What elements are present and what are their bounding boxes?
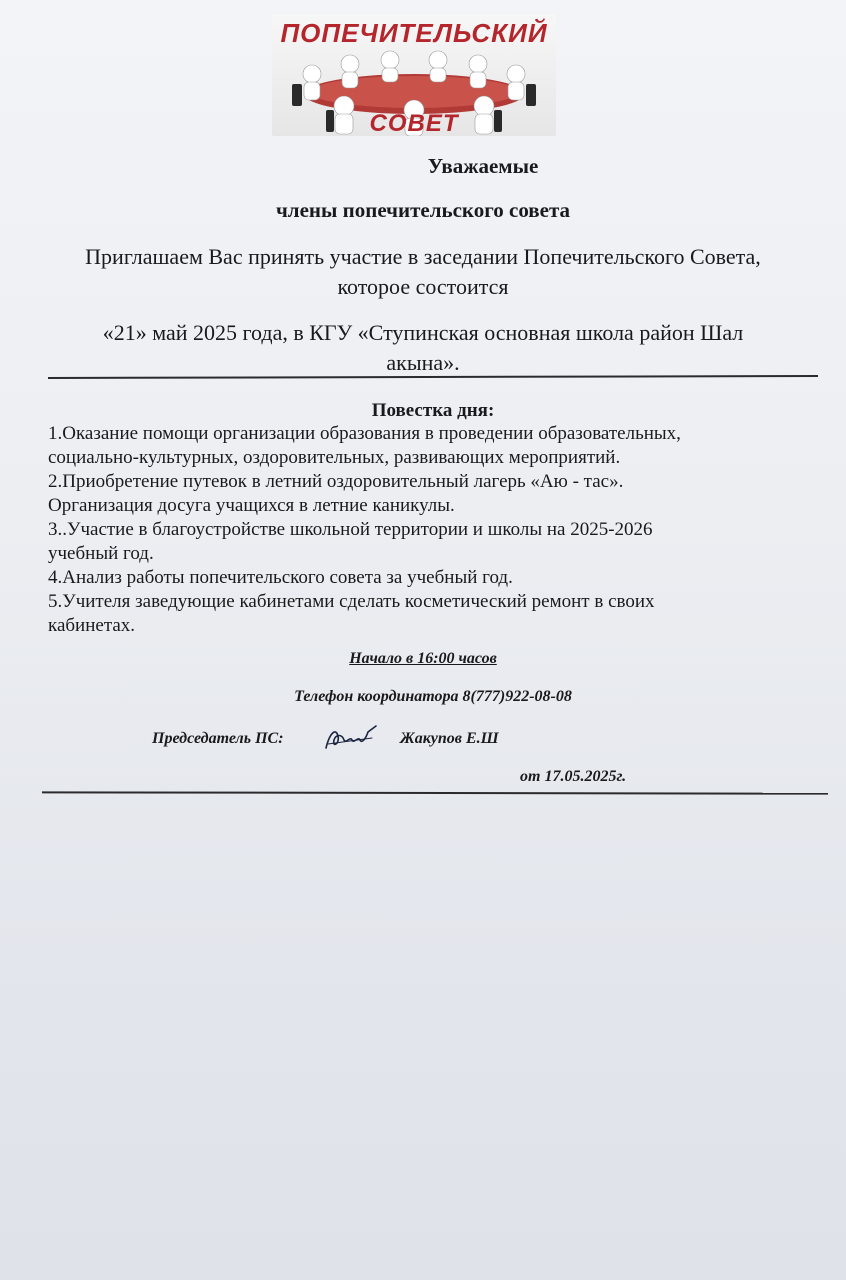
greeting-line-1: Уважаемые [427,154,539,178]
agenda-line: 5.Учителя заведующие кабинетами сделать косметический ремонт в своих [48,591,655,612]
chair-name: Жакупов Е.Ш [400,730,499,747]
start-time-text: Начало в 16:00 часов [349,650,497,667]
document-date: от 17.05.2025г. [520,768,627,785]
divider-bottom [42,791,828,794]
invitation-text [0,242,846,302]
agenda-line: Организация досуга учащихся в летние каникулы. [48,495,455,516]
logo-title-top: ПОПЕЧИТЕЛЬСКИЙ [280,18,548,48]
greeting-line-2: члены попечительского совета [275,198,571,222]
chair-label: Председатель ПС: [152,730,284,747]
invitation-line-1: Приглашаем Вас принять участие в заседании Попечительского Совета, [85,244,761,269]
meeting-line-1: «21» май 2025 года, в КГУ «Ступинская основная школа район Шал [102,320,744,345]
logo-title-bottom: СОВЕТ [369,110,459,136]
agenda-line: 1.Оказание помощи организации образования в проведении образовательных, [48,423,681,444]
signature [322,722,382,756]
agenda-line: 4.Анализ работы попечительского совета за учебный год. [48,567,513,588]
agenda-line: 3..Участие в благоустройстве школьной территории и школы на 2025-2026 [48,519,653,540]
agenda-line: 2.Приобретение путевок в летний оздоровительный лагерь «Аю - тас». [48,471,624,492]
meeting-date-place [0,318,846,378]
agenda-line: учебный год. [48,543,154,564]
agenda-line: кабинетах. [48,615,136,636]
invitation-line-2: которое состоится [337,274,509,299]
coordinator-phone: Телефон координатора 8(777)922-08-08 [294,688,572,705]
start-time [0,650,846,668]
agenda-line: социально-культурных, оздоровительных, развивающих мероприятий. [48,447,621,468]
trustee-council-logo [272,14,556,136]
meeting-line-2: акына». [386,350,460,375]
agenda-list [48,422,828,638]
agenda-title: Повестка дня: [371,400,495,421]
